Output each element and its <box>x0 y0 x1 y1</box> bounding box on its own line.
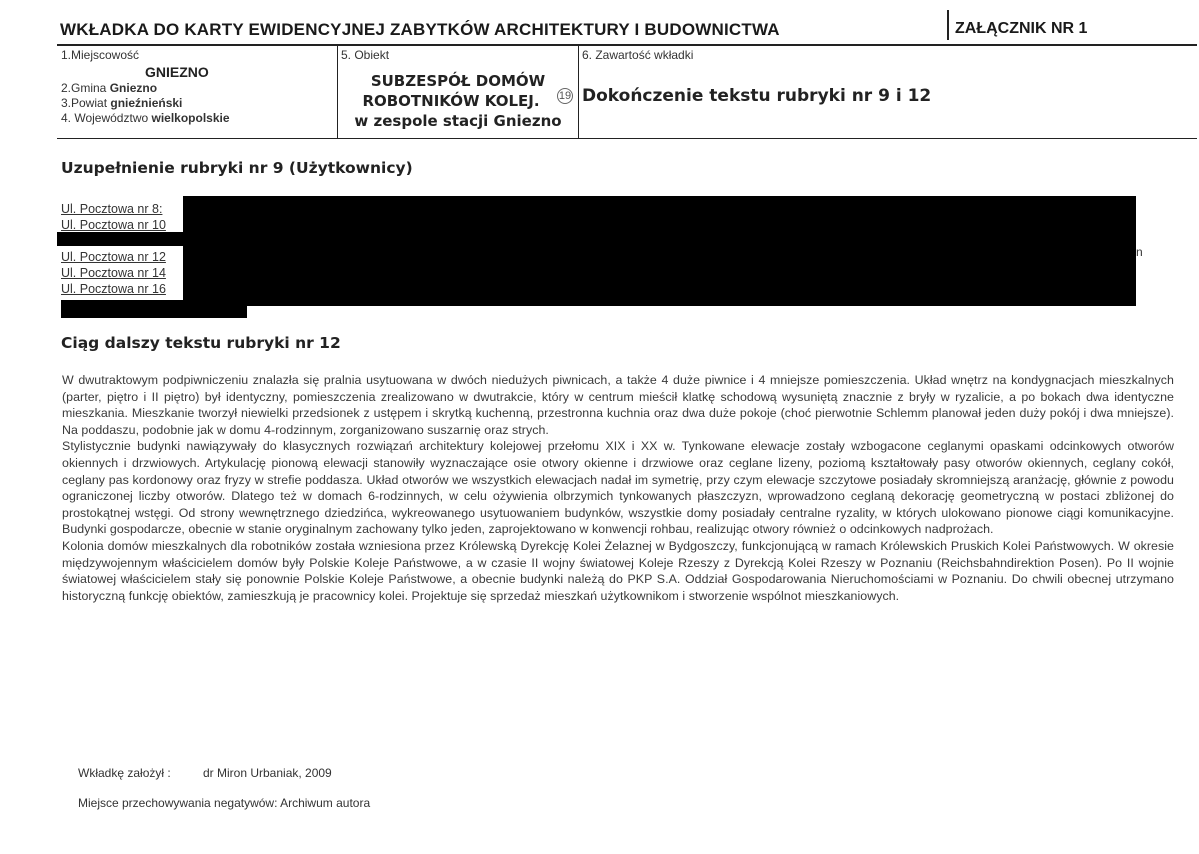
column-divider-1 <box>337 46 338 138</box>
column-divider-2 <box>578 46 579 138</box>
handwritten-mark: 19 <box>558 90 572 102</box>
form-bottom-rule <box>57 138 1197 139</box>
object-line-3: w zespole stacji Gniezno <box>354 112 562 130</box>
content-label: 6. Zawartość wkładki <box>582 48 694 62</box>
redaction-block-bottom <box>61 300 247 318</box>
gmina-value: Gniezno <box>109 81 158 95</box>
negatives-storage: Miejsce przechowywania negatywów: Archiwum autora <box>78 796 371 810</box>
body-paragraph-2: Stylistycznie budynki nawiązywały do klasycznych rozwiązań architektury kolejowej przełomu XIX i XX w. Tynkowane elewacje zostały wzbogacone ceglanymi opaskami odcinkowych otworów okiennych i drzwiowych. Artykulację pionową elewacji stanowiły wyznaczające osie otwory okienne i drzwiowe oraz ceglane lizeny, poziomą kształtowały pasy otworów okiennych, ceglany cokół, ceglany pas kordonowy oraz fryzy w strefie poddasza. Układ otworów we wszystkich elewacjach nadał im symetrię, przy czym elewacje szczytowe posiadały skromniejszą aranżację, głównie z powodu ograniczonej liczby otworów. Dlatego też w domach 6-rodzinnych, w celu ożywienia olbrzymich tynkowanych płaszczyzn, wprowadzono ceglaną dekorację geometryczną w postaci zbliżonej do prostokątnej wstęgi. Od strony wewnętrznego dziedzińca, wykreowanego usytuowaniem budynków, wszystkie domy posiadały centralne ryzality, w których ulokowano pionowe ciągi komunikacyjne. Budynki gospodarcze, obecnie w stanie oryginalnym zachowany tylko jeden, zaprojektowano w konwencji rohbau, realizując otwory również o odcinkowych nadprożach. <box>62 439 1174 537</box>
wojewodztwo-label: 4. Województwo <box>61 111 149 125</box>
street-entry-16: Ul. Pocztowa nr 16 <box>61 282 166 296</box>
document-title: WKŁADKA DO KARTY EWIDENCYJNEJ ZABYTKÓW ARCHITEKTURY I BUDOWNICTWA <box>60 20 780 39</box>
body-paragraph-3: Kolonia domów mieszkalnych dla robotników została wzniesiona przez Królewską Dyrekcję Kolei Żelaznej w Bydgoszczy, funkcjonującą w ramach Królewskich Pruskich Kolei Państwowych. W okresie międzywojennym właścicielem domów były Polskie Koleje Państwowe, a w czasie II wojny światowej Koleje Rzeszy z Dyrekcją Kolei Rzeszy w Poznaniu (Reichsbahndirektion Posen). Po II wojnie światowej właścicielem stały się ponownie Polskie Koleje Państwowe, a obecnie budynki należą do PKP S.A. Oddział Gospodarowania Nieruchomościami w Poznaniu. Do chwili obecnej utrzymano historyczną funkcję obiektów, zamieszkują je pracownicy kolei. Projektuje się sprzedaż mieszkań użytkownikom i stworzenie wspólnot mieszkaniowych. <box>62 538 1174 603</box>
trailing-character: n <box>1136 245 1143 259</box>
object-label: 5. Obiekt <box>341 48 390 62</box>
gmina-row <box>61 81 157 95</box>
powiat-label: 3.Powiat <box>61 96 108 110</box>
section12-body <box>62 372 1174 604</box>
content-value: Dokończenie tekstu rubryki nr 9 i 12 <box>582 86 932 106</box>
section12-heading: Ciąg dalszy tekstu rubryki nr 12 <box>61 334 341 352</box>
author-label: Wkładkę założył : <box>78 766 171 780</box>
street-entry-14: Ul. Pocztowa nr 14 <box>61 266 166 280</box>
redaction-block-main <box>183 196 1136 306</box>
wojewodztwo-value: wielkopolskie <box>151 111 230 125</box>
locality-label: 1.Miejscowość <box>61 48 140 62</box>
powiat-value: gnieźnieński <box>110 96 183 110</box>
locality-value: GNIEZNO <box>145 64 209 80</box>
wojewodztwo-row <box>61 111 230 125</box>
object-line-1: SUBZESPÓŁ DOMÓW <box>370 72 546 90</box>
street-entry-12: Ul. Pocztowa nr 12 <box>61 250 166 264</box>
street-entry-10: Ul. Pocztowa nr 10 <box>61 218 166 232</box>
powiat-row <box>61 96 182 110</box>
section9-heading: Uzupełnienie rubryki nr 9 (Użytkownicy) <box>61 159 413 177</box>
street-entry-8: Ul. Pocztowa nr 8: <box>61 202 163 216</box>
header-rule <box>57 44 1197 46</box>
redaction-block-row <box>57 232 187 246</box>
body-paragraph-1: W dwutraktowym podpiwniczeniu znalazła się pralnia usytuowana w dwóch niedużych piwnicach, a także 4 duże piwnice i 4 mniejsze pomieszczenia. Układ wnętrz na kondygnacjach mieszkalnych (parter, piętro i II piętro) był identyczny, pomieszczenia zrealizowano w dwutrakcie, który w centrum mieścił klatkę schodową wysuniętą znacznie z bryły w ryzalicie, a po bokach dwa identyczne mieszkania. Mieszkanie tworzył niewielki przedsionek z ustępem i skrytką kuchenną, przestronna kuchnia oraz dwa duże pokoje (choć pierwotnie Schlemm planował jeden duży pokój i dwa mniejsze). Na poddaszu, podobnie jak w domu 4-rodzinnym, zorganizowano suszarnię oraz strych. <box>62 373 1174 437</box>
gmina-label: 2.Gmina <box>61 81 107 95</box>
author-value: dr Miron Urbaniak, 2009 <box>203 766 332 780</box>
header-divider <box>947 10 949 40</box>
object-name <box>340 71 576 131</box>
object-line-2: ROBOTNIKÓW KOLEJ. <box>362 92 540 110</box>
annex-label: ZAŁĄCZNIK NR 1 <box>955 20 1088 37</box>
